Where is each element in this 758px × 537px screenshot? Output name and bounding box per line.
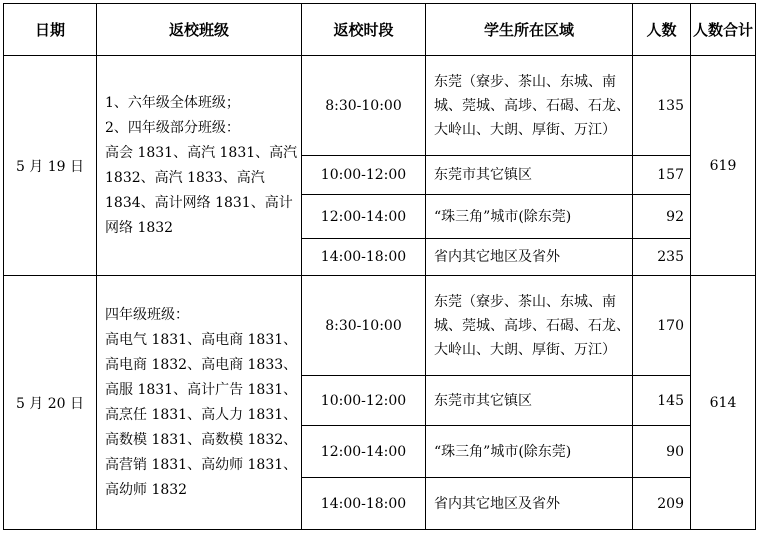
header-student-region: 学生所在区域 <box>426 4 633 56</box>
count-cell: 90 <box>633 426 691 478</box>
region-cell: 东莞市其它镇区 <box>426 376 633 426</box>
classes-cell: 四年级班级： 高电气 1831、高电商 1831、高电商 1832、高电商 1833、高服 1831、高计广告 1831、高烹任 1831、高人力 1831、高数模 1831、高数模 1832、高营销 1831、高幼师 1831、高幼师 1832 <box>97 276 302 530</box>
time-slot-cell: 8:30-10:00 <box>302 276 426 376</box>
count-cell: 209 <box>633 478 691 530</box>
time-slot-cell: 10:00-12:00 <box>302 156 426 195</box>
region-cell: 东莞市其它镇区 <box>426 156 633 195</box>
count-cell: 157 <box>633 156 691 195</box>
classes-cell: 1、六年级全体班级； 2、四年级部分班级： 高会 1831、高汽 1831、高汽 1832、高汽 1833、高汽 1834、高计网络 1831、高计网络 1832 <box>97 56 302 276</box>
return-schedule-table <box>3 3 756 530</box>
region-cell: “珠三角”城市(除东莞) <box>426 426 633 478</box>
region-cell: 省内其它地区及省外 <box>426 478 633 530</box>
time-slot-cell: 14:00-18:00 <box>302 478 426 530</box>
count-cell: 170 <box>633 276 691 376</box>
header-count: 人数 <box>633 4 691 56</box>
header-classes: 返校班级 <box>97 4 302 56</box>
table-row <box>4 276 756 376</box>
header-row <box>4 4 756 56</box>
time-slot-cell: 12:00-14:00 <box>302 195 426 239</box>
count-cell: 145 <box>633 376 691 426</box>
header-date: 日期 <box>4 4 97 56</box>
total-cell: 619 <box>691 56 756 276</box>
region-cell: 省内其它地区及省外 <box>426 239 633 276</box>
date-cell: 5 月 19 日 <box>4 56 97 276</box>
count-cell: 92 <box>633 195 691 239</box>
total-cell: 614 <box>691 276 756 530</box>
time-slot-cell: 8:30-10:00 <box>302 56 426 156</box>
time-slot-cell: 12:00-14:00 <box>302 426 426 478</box>
count-cell: 235 <box>633 239 691 276</box>
header-total: 人数合计 <box>691 4 756 56</box>
region-cell: 东莞（寮步、茶山、东城、南城、莞城、高埗、石碣、石龙、大岭山、大朗、厚街、万江） <box>426 276 633 376</box>
header-time-slot: 返校时段 <box>302 4 426 56</box>
time-slot-cell: 14:00-18:00 <box>302 239 426 276</box>
table-row <box>4 56 756 156</box>
region-cell: “珠三角”城市(除东莞) <box>426 195 633 239</box>
time-slot-cell: 10:00-12:00 <box>302 376 426 426</box>
count-cell: 135 <box>633 56 691 156</box>
date-cell: 5 月 20 日 <box>4 276 97 530</box>
region-cell: 东莞（寮步、茶山、东城、南城、莞城、高埗、石碣、石龙、大岭山、大朗、厚街、万江） <box>426 56 633 156</box>
